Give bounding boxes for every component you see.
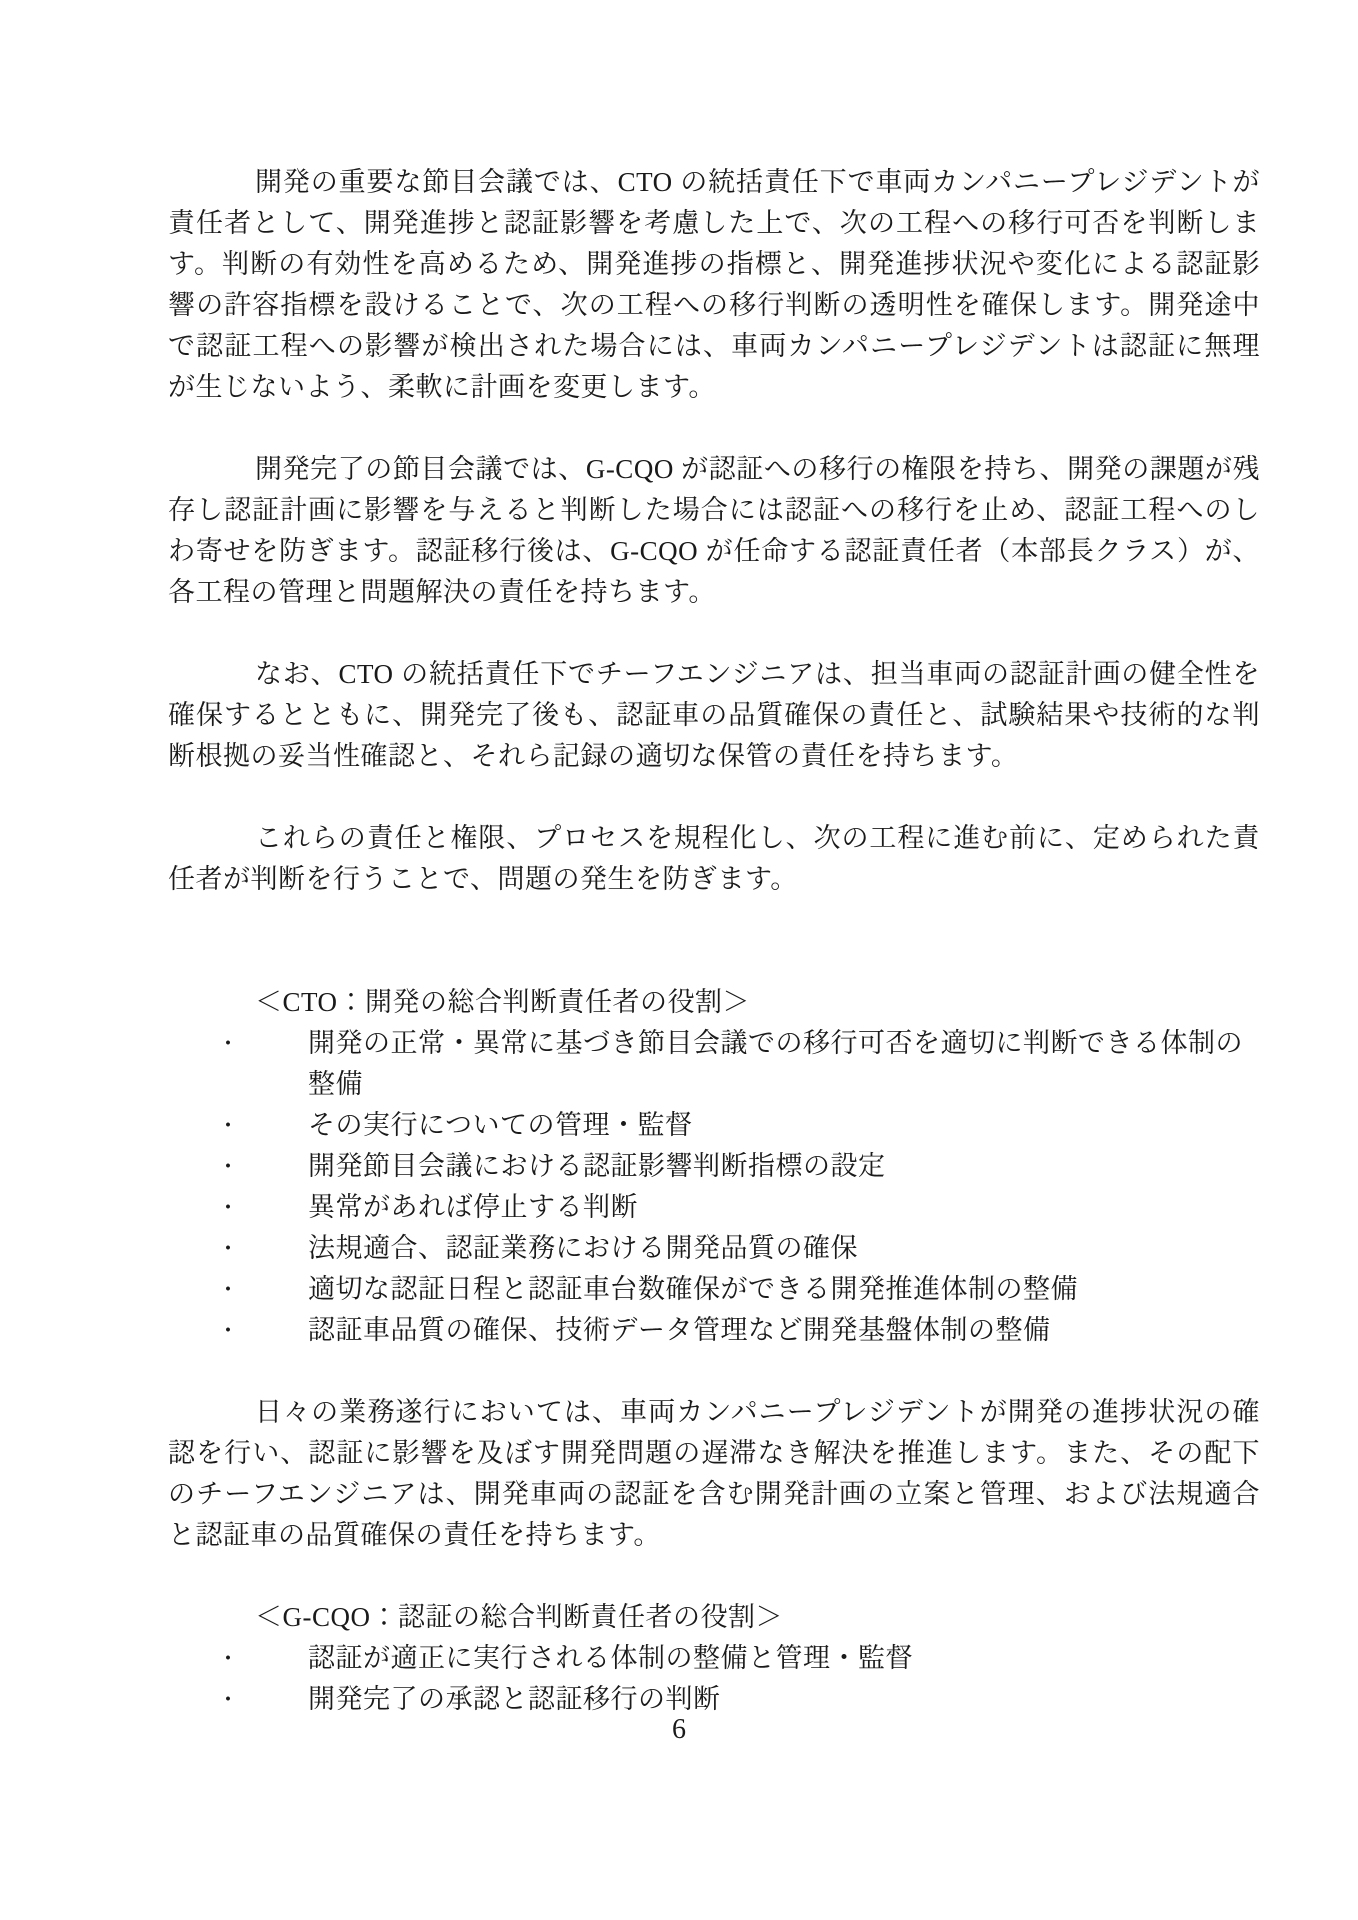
bullet-item xyxy=(168,1146,1260,1187)
bullet-item xyxy=(168,1310,1260,1351)
paragraph-responsibility-rules: これらの責任と権限、プロセスを規程化し、次の工程に進む前に、定められた責任者が判断を行うことで、問題の発生を防ぎます。 xyxy=(168,823,1260,894)
bullet-item xyxy=(168,1638,1260,1679)
bullet-marker: ・ xyxy=(217,1277,240,1302)
bullet-marker: ・ xyxy=(217,1154,240,1179)
document-body xyxy=(168,162,1260,1720)
bullet-marker: ・ xyxy=(217,1687,240,1712)
bullet-text: 開発節目会議における認証影響判断指標の設定 xyxy=(308,1151,886,1181)
bullet-marker: ・ xyxy=(217,1113,240,1138)
bullet-marker: ・ xyxy=(217,1195,240,1220)
bullet-text: その実行についての管理・監督 xyxy=(308,1110,693,1140)
bullet-item xyxy=(168,1269,1260,1310)
bullet-marker: ・ xyxy=(217,1318,240,1343)
bullet-text: 認証が適正に実行される体制の整備と管理・監督 xyxy=(308,1643,913,1673)
bullet-item xyxy=(168,1228,1260,1269)
bullet-marker: ・ xyxy=(217,1031,240,1056)
gcqo-bullet-list xyxy=(168,1638,1260,1720)
bullet-marker: ・ xyxy=(217,1646,240,1671)
bullet-text: 法規適合、認証業務における開発品質の確保 xyxy=(308,1233,858,1263)
gcqo-section-heading: ＜G-CQO：認証の総合判断責任者の役割＞ xyxy=(255,1602,783,1632)
paragraph-daily-operations: 日々の業務遂行においては、車両カンパニープレジデントが開発の進捗状況の確認を行い、認証に影響を及ぼす開発問題の遅滞なき解決を推進します。また、その配下のチーフエンジニアは、開発車両の認証を含む開発計画の立案と管理、および法規適合と認証車の品質確保の責任を持ちます。 xyxy=(168,1397,1260,1550)
bullet-text: 開発完了の承認と認証移行の判断 xyxy=(308,1684,721,1714)
bullet-item xyxy=(168,1023,1260,1105)
bullet-text: 適切な認証日程と認証車台数確保ができる開発推進体制の整備 xyxy=(308,1274,1078,1304)
page-number: 6 xyxy=(672,1714,686,1745)
bullet-item xyxy=(168,1187,1260,1228)
paragraph-chief-engineer: なお、CTO の統括責任下でチーフエンジニアは、担当車両の認証計画の健全性を確保するとともに、開発完了後も、認証車の品質確保の責任と、試験結果や技術的な判断根拠の妥当性確認と、それら記録の適切な保管の責任を持ちます。 xyxy=(168,659,1260,771)
bullet-text: 開発の正常・異常に基づき節目会議での移行可否を適切に判断できる体制の整備 xyxy=(308,1028,1243,1099)
bullet-text: 認証車品質の確保、技術データ管理など開発基盤体制の整備 xyxy=(308,1315,1051,1345)
bullet-marker: ・ xyxy=(217,1236,240,1261)
paragraph-development-completion: 開発完了の節目会議では、G-CQO が認証への移行の権限を持ち、開発の課題が残存し認証計画に影響を与えると判断した場合には認証への移行を止め、認証工程へのしわ寄せを防ぎます。認証移行後は、G-CQO が任命する認証責任者（本部長クラス）が、各工程の管理と問題解決の責任を持ちます。 xyxy=(168,454,1260,607)
bullet-item xyxy=(168,1105,1260,1146)
paragraph-milestone-meeting: 開発の重要な節目会議では、CTO の統括責任下で車両カンパニープレジデントが責任者として、開発進捗と認証影響を考慮した上で、次の工程への移行可否を判断します。判断の有効性を高めるため、開発進捗の指標と、開発進捗状況や変化による認証影響の許容指標を設けることで、次の工程への移行判断の透明性を確保します。開発途中で認証工程への影響が検出された場合には、車両カンパニープレジデントは認証に無理が生じないよう、柔軟に計画を変更します。 xyxy=(168,167,1260,402)
cto-section-heading: ＜CTO：開発の総合判断責任者の役割＞ xyxy=(255,987,751,1017)
cto-bullet-list xyxy=(168,1023,1260,1351)
bullet-text: 異常があれば停止する判断 xyxy=(308,1192,638,1222)
